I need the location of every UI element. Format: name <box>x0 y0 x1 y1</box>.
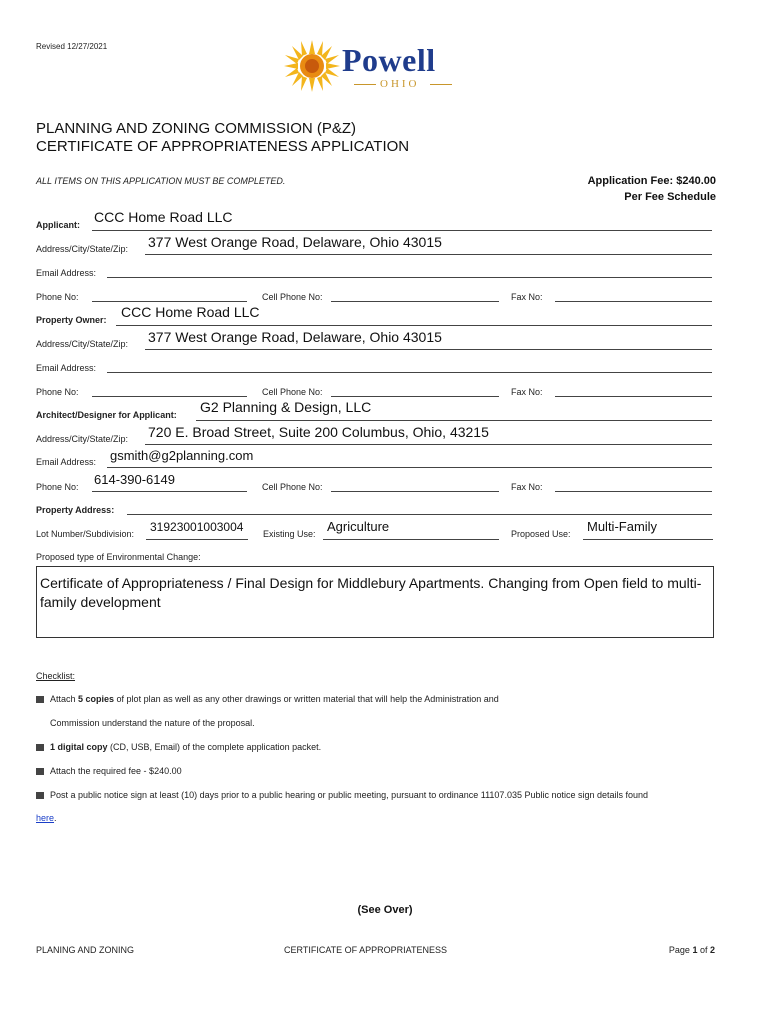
applicant-phone-label: Phone No: <box>36 292 79 302</box>
lot-line <box>146 539 248 540</box>
existing-use-label: Existing Use: <box>263 529 316 539</box>
applicant-email-label: Email Address: <box>36 268 97 278</box>
owner-cell-field[interactable] <box>331 396 499 397</box>
checklist-item-copies <box>36 694 499 704</box>
see-over-note: (See Over) <box>357 904 413 916</box>
architect-address-field[interactable]: 720 E. Broad Street, Suite 200 Columbus, Ohio, 43215 <box>148 424 489 440</box>
env-change-label: Proposed type of Environmental Change: <box>36 552 201 562</box>
applicant-cell-label: Cell Phone No: <box>262 292 323 302</box>
checklist-item-sign-cont <box>36 813 57 823</box>
env-change-text: Certificate of Appropriateness / Final Design for Middlebury Apartments. Changing from Open field to multi-family development <box>40 575 702 610</box>
owner-address-field[interactable]: 377 West Orange Road, Delaware, Ohio 43015 <box>148 329 442 345</box>
fee-amount: Application Fee: $240.00 <box>587 175 716 187</box>
page-total: 2 <box>709 945 715 955</box>
architect-cell-field[interactable] <box>331 491 499 492</box>
owner-label: Property Owner: <box>36 315 107 325</box>
owner-cell-label: Cell Phone No: <box>262 387 323 397</box>
here-link[interactable]: here <box>36 813 55 823</box>
owner-phone-field[interactable] <box>92 396 247 397</box>
footer-left: PLANING AND ZONING <box>36 945 135 955</box>
item2-text-post: (CD, USB, Email) of the complete application packet. <box>107 742 322 752</box>
proposed-use-field[interactable]: Multi-Family <box>587 519 658 534</box>
architect-phone-field[interactable]: 614-390-6149 <box>94 472 175 487</box>
item2-text-bold: 1 digital copy <box>50 742 108 752</box>
architect-name-field[interactable]: G2 Planning & Design, LLC <box>200 399 372 415</box>
checklist-item-digital <box>36 742 321 752</box>
lot-field[interactable]: 31923001003004 <box>150 520 244 534</box>
item1-text-bold: 5 copies <box>78 694 115 704</box>
proposed-use-line <box>583 539 713 540</box>
existing-use-line <box>323 539 499 540</box>
proposed-use-label: Proposed Use: <box>511 529 571 539</box>
page-number <box>669 945 715 955</box>
checkbox-icon[interactable] <box>36 792 44 799</box>
fee-schedule: Per Fee Schedule <box>624 191 716 203</box>
page-current: 1 <box>692 945 698 955</box>
item1-text-post: of plot plan as well as any other drawings or written material that will help the Administration and <box>114 694 499 704</box>
page-mid: of <box>697 945 710 955</box>
applicant-address-field[interactable]: 377 West Orange Road, Delaware, Ohio 43015 <box>148 234 442 250</box>
application-fee <box>588 173 716 205</box>
checklist-item-copies-cont: Commission understand the nature of the proposal. <box>50 718 255 728</box>
checkbox-icon[interactable] <box>36 768 44 775</box>
checklist-item-sign <box>36 790 648 800</box>
checklist-item-fee <box>36 766 182 776</box>
applicant-fax-field[interactable] <box>555 301 712 302</box>
property-address-field[interactable] <box>127 514 712 515</box>
applicant-field-line <box>92 230 712 231</box>
architect-phone-line <box>92 491 247 492</box>
checklist-heading: Checklist: <box>36 671 76 681</box>
applicant-phone-field[interactable] <box>92 301 247 302</box>
applicant-address-label: Address/City/State/Zip: <box>36 244 129 254</box>
architect-fax-label: Fax No: <box>511 482 543 492</box>
owner-fax-field[interactable] <box>555 396 712 397</box>
logo-subtitle: OHIO <box>380 78 420 90</box>
owner-fax-label: Fax No: <box>511 387 543 397</box>
applicant-address-line <box>145 254 712 255</box>
architect-field-line <box>196 420 712 421</box>
title-line-2: CERTIFICATE OF APPROPRIATENESS APPLICATION <box>36 138 410 155</box>
checkbox-icon[interactable] <box>36 744 44 751</box>
owner-address-label: Address/City/State/Zip: <box>36 339 129 349</box>
instructions-note: ALL ITEMS ON THIS APPLICATION MUST BE COMPLETED. <box>36 176 286 186</box>
architect-label: Architect/Designer for Applicant: <box>36 410 177 420</box>
architect-cell-label: Cell Phone No: <box>262 482 323 492</box>
architect-phone-label: Phone No: <box>36 482 79 492</box>
applicant-name-field[interactable]: CCC Home Road LLC <box>94 209 233 225</box>
applicant-email-field[interactable] <box>107 277 712 278</box>
revised-date: Revised 12/27/2021 <box>36 42 108 51</box>
applicant-fax-label: Fax No: <box>511 292 543 302</box>
applicant-label: Applicant: <box>36 220 80 230</box>
item4-end: . <box>54 813 57 823</box>
logo-wordmark: Powell <box>342 42 436 78</box>
owner-phone-label: Phone No: <box>36 387 79 397</box>
owner-email-label: Email Address: <box>36 363 97 373</box>
property-address-label: Property Address: <box>36 505 115 515</box>
architect-email-line <box>107 467 712 468</box>
applicant-cell-field[interactable] <box>331 301 499 302</box>
existing-use-field[interactable]: Agriculture <box>327 519 390 534</box>
owner-address-line <box>145 349 712 350</box>
title-line-1: PLANNING AND ZONING COMMISSION (P&Z) <box>36 120 357 137</box>
architect-email-field[interactable]: gsmith@g2planning.com <box>110 448 254 463</box>
page-pre: Page <box>668 945 693 955</box>
owner-name-field[interactable]: CCC Home Road LLC <box>121 304 260 320</box>
logo-rule-right <box>430 84 452 85</box>
architect-fax-field[interactable] <box>555 491 712 492</box>
item4-text: Post a public notice sign at least (10) days prior to a public hearing or public meeting, pursuant to ordinance 11107.035 Public notice sign details found <box>50 790 649 800</box>
page-title <box>36 120 409 156</box>
owner-email-field[interactable] <box>107 372 712 373</box>
architect-email-label: Email Address: <box>36 457 97 467</box>
sun-icon <box>284 40 340 92</box>
lot-label: Lot Number/Subdivision: <box>36 529 135 539</box>
item3-text: Attach the required fee - $240.00 <box>50 766 182 776</box>
footer-center: CERTIFICATE OF APPROPRIATENESS <box>284 945 448 955</box>
item1-text-pre: Attach <box>50 694 79 704</box>
owner-field-line <box>116 325 712 326</box>
checkbox-icon[interactable] <box>36 696 44 703</box>
powell-logo <box>284 40 474 92</box>
architect-address-line <box>145 444 712 445</box>
architect-address-label: Address/City/State/Zip: <box>36 434 129 444</box>
logo-rule-left <box>354 84 376 85</box>
